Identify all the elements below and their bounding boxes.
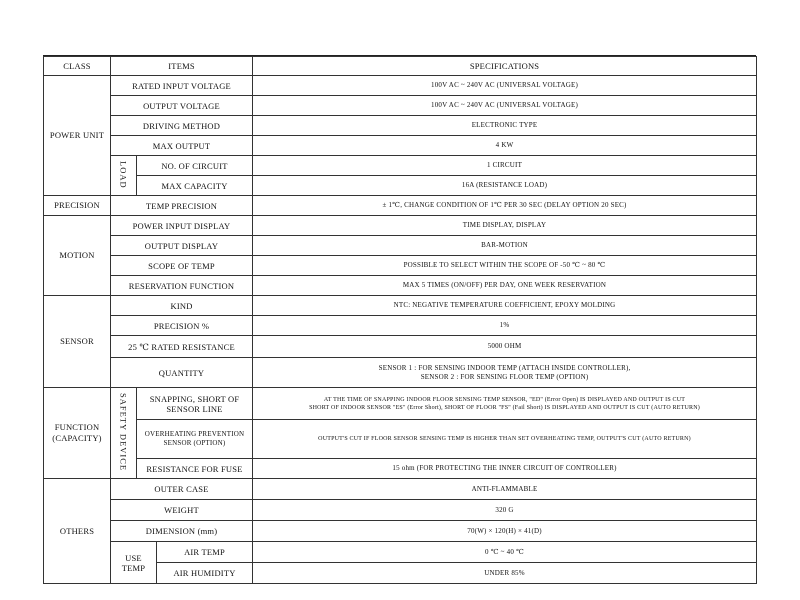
table-row bbox=[44, 358, 757, 388]
item-resistance-for-fuse: RESISTANCE FOR FUSE bbox=[137, 459, 253, 479]
class-power-unit: POWER UNIT bbox=[44, 76, 111, 196]
item-temp-precision: TEMP PRECISION bbox=[111, 196, 253, 216]
item-dimension: DIMENSION (mm) bbox=[111, 521, 253, 542]
spec-max-capacity: 16A (RESISTANCE LOAD) bbox=[253, 176, 757, 196]
item-output-voltage: OUTPUT VOLTAGE bbox=[111, 96, 253, 116]
table-row bbox=[44, 388, 757, 420]
use-temp-label: USE TEMP bbox=[111, 542, 157, 584]
item-scope-of-temp: SCOPE OF TEMP bbox=[111, 256, 253, 276]
spec-rated-resistance: 5000 OHM bbox=[253, 336, 757, 358]
load-label-cell bbox=[111, 156, 137, 196]
class-motion: MOTION bbox=[44, 216, 111, 296]
table-row bbox=[44, 420, 757, 459]
spec-no-of-circuit: 1 CIRCUIT bbox=[253, 156, 757, 176]
item-rated-resistance: 25 ℃ RATED RESISTANCE bbox=[111, 336, 253, 358]
table-row bbox=[44, 196, 757, 216]
spec-scope-of-temp: POSSIBLE TO SELECT WITHIN THE SCOPE OF -50 ℃ ~ 80 ℃ bbox=[253, 256, 757, 276]
spec-output-display: BAR-MOTION bbox=[253, 236, 757, 256]
spec-snapping-line2: SHORT OF INDOOR SENSOR "ES" (Error Short), SHORT OF FLOOR "FS" (Fail Short) IS DISPLAYED AND OUTPUT IS CUT (AUTO RETURN) bbox=[309, 404, 700, 411]
spec-resistance-for-fuse: 15 ohm (FOR PROTECTING THE INNER CIRCUIT OF CONTROLLER) bbox=[253, 459, 757, 479]
table-row bbox=[44, 76, 757, 96]
table-row bbox=[44, 521, 757, 542]
class-precision: PRECISION bbox=[44, 196, 111, 216]
safety-device-label-cell bbox=[111, 388, 137, 479]
item-output-display: OUTPUT DISPLAY bbox=[111, 236, 253, 256]
spec-air-humidity: UNDER 85% bbox=[253, 563, 757, 584]
item-air-temp: AIR TEMP bbox=[157, 542, 253, 563]
table-row bbox=[44, 176, 757, 196]
item-quantity: QUANTITY bbox=[111, 358, 253, 388]
item-outer-case: OUTER CASE bbox=[111, 479, 253, 500]
spec-snapping-short bbox=[253, 388, 757, 420]
spec-output-voltage: 100V AC ~ 240V AC (UNIVERSAL VOLTAGE) bbox=[253, 96, 757, 116]
item-max-capacity: MAX CAPACITY bbox=[137, 176, 253, 196]
spec-max-output: 4 KW bbox=[253, 136, 757, 156]
table-row bbox=[44, 276, 757, 296]
item-max-output: MAX OUTPUT bbox=[111, 136, 253, 156]
item-rated-input-voltage: RATED INPUT VOLTAGE bbox=[111, 76, 253, 96]
table-row bbox=[44, 500, 757, 521]
table-row bbox=[44, 459, 757, 479]
spec-kind: NTC: NEGATIVE TEMPERATURE COEFFICIENT, EPOXY MOLDING bbox=[253, 296, 757, 316]
header-row bbox=[44, 57, 757, 76]
spec-driving-method: ELECTRONIC TYPE bbox=[253, 116, 757, 136]
item-overheating-prevention: OVERHEATING PREVENTION SENSOR (OPTION) bbox=[137, 420, 253, 459]
header-items: ITEMS bbox=[111, 57, 253, 76]
table-row bbox=[44, 236, 757, 256]
table-row bbox=[44, 156, 757, 176]
table-row bbox=[44, 542, 757, 563]
safety-device-label: SAFETY DEVICE bbox=[118, 392, 129, 472]
table-row bbox=[44, 336, 757, 358]
header-class: CLASS bbox=[44, 57, 111, 76]
class-others: OTHERS bbox=[44, 479, 111, 584]
spec-dimension: 70(W) × 120(H) × 41(D) bbox=[253, 521, 757, 542]
table-row bbox=[44, 116, 757, 136]
spec-temp-precision: ± 1℃, CHANGE CONDITION OF 1℃ PER 30 SEC (DELAY OPTION 20 SEC) bbox=[253, 196, 757, 216]
item-kind: KIND bbox=[111, 296, 253, 316]
spec-snapping-line1: AT THE TIME OF SNAPPING INDOOR FLOOR SENSING TEMP SENSOR, "ED" (Error Open) IS DISPLAYED AND OUTPUT IS CUT bbox=[323, 396, 686, 403]
item-snapping-short: SNAPPING, SHORT OF SENSOR LINE bbox=[137, 388, 253, 420]
item-air-humidity: AIR HUMIDITY bbox=[157, 563, 253, 584]
item-reservation-function: RESERVATION FUNCTION bbox=[111, 276, 253, 296]
item-weight: WEIGHT bbox=[111, 500, 253, 521]
spec-rated-input-voltage: 100V AC ~ 240V AC (UNIVERSAL VOLTAGE) bbox=[253, 76, 757, 96]
table-row bbox=[44, 216, 757, 236]
spec-quantity-line1: SENSOR 1 : FOR SENSING INDOOR TEMP (ATTACH INSIDE CONTROLLER), bbox=[378, 363, 631, 372]
class-function: FUNCTION (CAPACITY) bbox=[44, 388, 111, 479]
spec-overheating-prevention: OUTPUT'S CUT IF FLOOR SENSOR SENSING TEMP IS HIGHER THAN SET OVERHEATING TEMP, OUTPUT'S CUT (AUTO RETURN) bbox=[253, 420, 757, 459]
class-sensor: SENSOR bbox=[44, 296, 111, 388]
spec-power-input-display: TIME DISPLAY, DISPLAY bbox=[253, 216, 757, 236]
table-row bbox=[44, 256, 757, 276]
item-driving-method: DRIVING METHOD bbox=[111, 116, 253, 136]
spec-air-temp: 0 ℃ ~ 40 ℃ bbox=[253, 542, 757, 563]
item-no-of-circuit: NO. OF CIRCUIT bbox=[137, 156, 253, 176]
table-row bbox=[44, 479, 757, 500]
table-row bbox=[44, 316, 757, 336]
spec-precision-percent: 1% bbox=[253, 316, 757, 336]
spec-quantity-line2: SENSOR 2 : FOR SENSING FLOOR TEMP (OPTION) bbox=[420, 372, 589, 381]
item-power-input-display: POWER INPUT DISPLAY bbox=[111, 216, 253, 236]
spec-quantity bbox=[253, 358, 757, 388]
spec-table bbox=[43, 56, 757, 584]
spec-reservation-function: MAX 5 TIMES (ON/OFF) PER DAY, ONE WEEK RESERVATION bbox=[253, 276, 757, 296]
header-specifications: SPECIFICATIONS bbox=[253, 57, 757, 76]
spec-outer-case: ANTI-FLAMMABLE bbox=[253, 479, 757, 500]
table-row bbox=[44, 136, 757, 156]
load-label: LOAD bbox=[118, 160, 129, 189]
table-row bbox=[44, 96, 757, 116]
spec-table-container bbox=[43, 56, 756, 584]
item-precision-percent: PRECISION % bbox=[111, 316, 253, 336]
table-row bbox=[44, 296, 757, 316]
spec-weight: 320 G bbox=[253, 500, 757, 521]
